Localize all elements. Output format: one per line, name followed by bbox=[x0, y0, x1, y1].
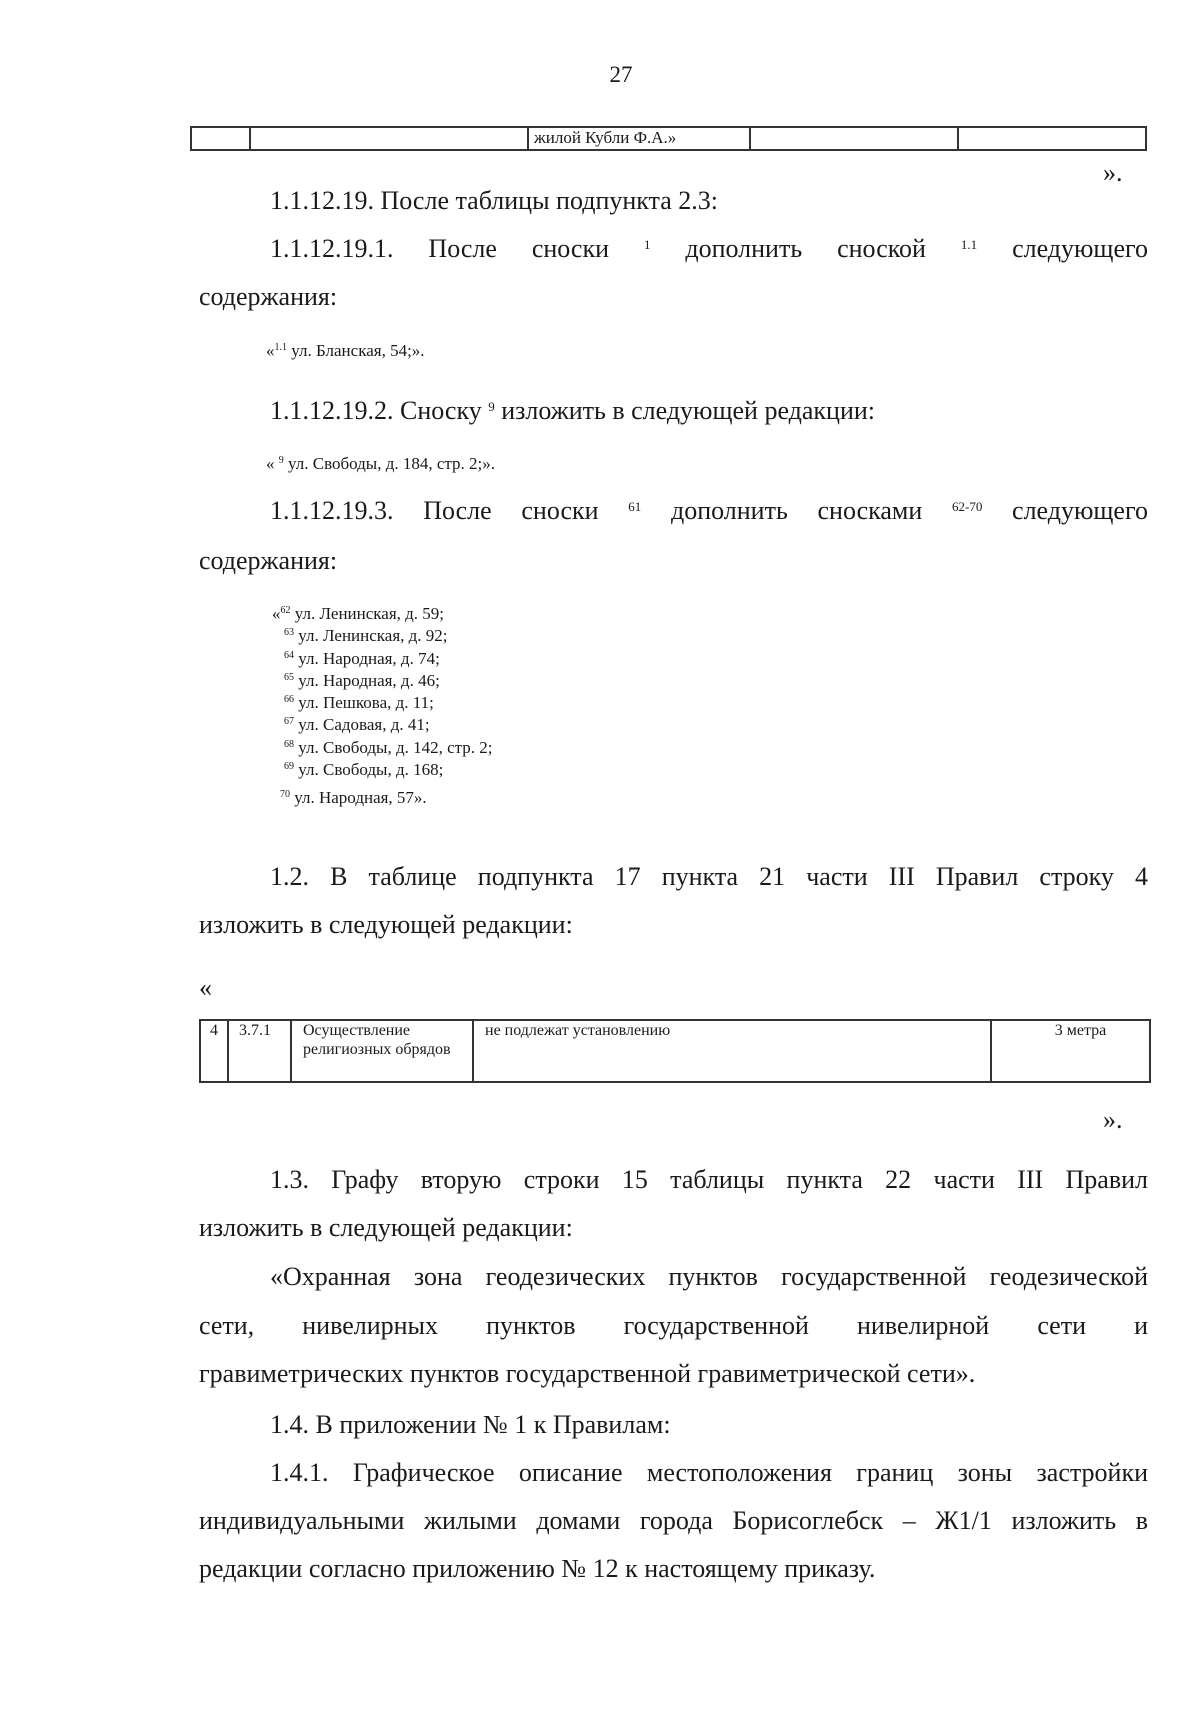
table-row bbox=[191, 127, 1146, 150]
footnote-text: ул. Бланская, 54;». bbox=[287, 341, 425, 360]
footnote-9 bbox=[266, 453, 495, 475]
footnote-item bbox=[280, 787, 493, 809]
footnote-text: ул. Свободы, д. 168; bbox=[294, 760, 444, 780]
footnote-ref: 61 bbox=[628, 499, 642, 514]
footnote-number: 9 bbox=[278, 455, 284, 466]
name-cell: Осуществление религиозных обрядов bbox=[291, 1020, 473, 1082]
page-number: 27 bbox=[609, 62, 633, 87]
footnote-item bbox=[284, 692, 493, 714]
text-fragment: следующего bbox=[1012, 496, 1148, 525]
text-fragment: 1.1.12.19.3. После сноски bbox=[270, 496, 599, 525]
quoted-text-line: гравиметрических пунктов государственной гравиметрической сети». bbox=[199, 1359, 976, 1388]
top-table-fragment bbox=[190, 126, 1147, 151]
footnote-item bbox=[284, 625, 493, 647]
footnote-number: 63 bbox=[284, 627, 294, 639]
closing-quote: ». bbox=[1103, 158, 1123, 187]
footnote-item bbox=[284, 714, 493, 736]
footnote-number: 70 bbox=[280, 789, 290, 801]
table-cell bbox=[958, 127, 1146, 150]
text-fragment: изложить в следующей редакции: bbox=[501, 396, 876, 425]
paragraph-1-4: 1.4. В приложении № 1 к Правилам: bbox=[270, 1410, 671, 1439]
paragraph-1-2: 1.2. В таблице подпункта 17 пункта 21 части III Правил строку 4 bbox=[270, 862, 1148, 891]
footnote-text: ул. Народная, д. 74; bbox=[294, 648, 440, 668]
quote-mark: « bbox=[266, 454, 279, 473]
paragraph-1-4-1: 1.4.1. Графическое описание местоположения границ зоны застройки bbox=[270, 1458, 1148, 1487]
footnote-ref: 9 bbox=[488, 399, 495, 414]
footnote-number: 64 bbox=[284, 649, 294, 661]
footnote-number: 66 bbox=[284, 694, 294, 706]
text-fragment: дополнить сносками bbox=[670, 496, 923, 525]
paragraph-1-1-12-19-2 bbox=[270, 398, 875, 424]
table-cell bbox=[750, 127, 958, 150]
footnote-item bbox=[272, 603, 493, 625]
table-cell bbox=[528, 127, 750, 150]
row-number-cell: 4 bbox=[200, 1020, 228, 1082]
footnote-text: ул. Ленинская, д. 92; bbox=[294, 626, 448, 646]
paragraph-continuation: содержания: bbox=[199, 282, 338, 311]
paragraph-continuation: содержания: bbox=[199, 546, 338, 575]
footnote-ref: 1.1 bbox=[960, 237, 978, 252]
text-fragment: 1.1.12.19.2. Сноску bbox=[270, 396, 482, 425]
footnote-1-1 bbox=[266, 340, 425, 362]
footnote-text: ул. Свободы, д. 142, стр. 2; bbox=[294, 737, 493, 757]
footnote-number: 69 bbox=[284, 761, 294, 773]
replacement-row-table bbox=[199, 1019, 1151, 1083]
paragraph-continuation: изложить в следующей редакции: bbox=[199, 1213, 573, 1242]
paragraph-continuation: редакции согласно приложению № 12 к настоящему приказу. bbox=[199, 1554, 876, 1583]
quote-mark: « bbox=[266, 341, 275, 360]
footnote-text: ул. Ленинская, д. 59; bbox=[290, 604, 445, 623]
paragraph-1-1-12-19: 1.1.12.19. После таблицы подпункта 2.3: bbox=[270, 186, 719, 215]
footnote-item bbox=[284, 648, 493, 670]
paragraph-continuation: изложить в следующей редакции: bbox=[199, 910, 573, 939]
table-cell bbox=[191, 127, 250, 150]
footnote-text: ул. Садовая, д. 41; bbox=[294, 715, 430, 735]
text-fragment: следующего bbox=[1012, 234, 1149, 263]
paragraph-1-1-12-19-3 bbox=[270, 498, 1148, 524]
paragraph-continuation: индивидуальными жилыми домами города Борисоглебск – Ж1/1 изложить в bbox=[199, 1506, 1148, 1535]
footnote-number: 65 bbox=[284, 671, 294, 683]
footnote-number: 68 bbox=[284, 738, 294, 750]
footnote-item bbox=[284, 670, 493, 692]
quoted-text-line: «Охранная зона геодезических пунктов государственной геодезической bbox=[270, 1262, 1148, 1291]
footnote-item bbox=[284, 759, 493, 781]
distance-cell: 3 метра bbox=[991, 1020, 1150, 1082]
value-cell: не подлежат установлению bbox=[473, 1020, 991, 1082]
cell-text: жилой Кубли Ф.А.» bbox=[534, 128, 677, 147]
footnote-text: ул. Пешкова, д. 11; bbox=[294, 693, 434, 713]
paragraph-1-1-12-19-1 bbox=[270, 236, 1148, 262]
footnote-text: ул. Народная, д. 46; bbox=[294, 670, 440, 690]
footnote-ref: 62-70 bbox=[952, 499, 983, 514]
paragraph-1-3: 1.3. Графу вторую строки 15 таблицы пункта 22 части III Правил bbox=[270, 1165, 1148, 1194]
footnote-number: 67 bbox=[284, 716, 294, 728]
footnote-number: 62 bbox=[280, 605, 291, 616]
footnote-text: ул. Свободы, д. 184, стр. 2;». bbox=[283, 454, 496, 473]
footnote-ref: 1 bbox=[643, 237, 651, 252]
text-fragment: 1.1.12.19.1. После сноски bbox=[270, 234, 610, 263]
closing-quote: ». bbox=[1103, 1105, 1123, 1134]
footnote-number: 1.1 bbox=[274, 342, 287, 353]
quoted-text-line: сети, нивелирных пунктов государственной нивелирной сети и bbox=[199, 1311, 1148, 1340]
text-fragment: дополнить сноской bbox=[685, 234, 926, 263]
code-cell: 3.7.1 bbox=[228, 1020, 291, 1082]
footnote-text: ул. Народная, 57». bbox=[290, 788, 427, 808]
opening-quote: « bbox=[199, 973, 212, 1002]
table-row bbox=[200, 1020, 1150, 1082]
quote-mark: « bbox=[272, 604, 281, 623]
footnote-item bbox=[284, 737, 493, 759]
table-cell bbox=[250, 127, 528, 150]
footnote-list bbox=[272, 603, 493, 810]
